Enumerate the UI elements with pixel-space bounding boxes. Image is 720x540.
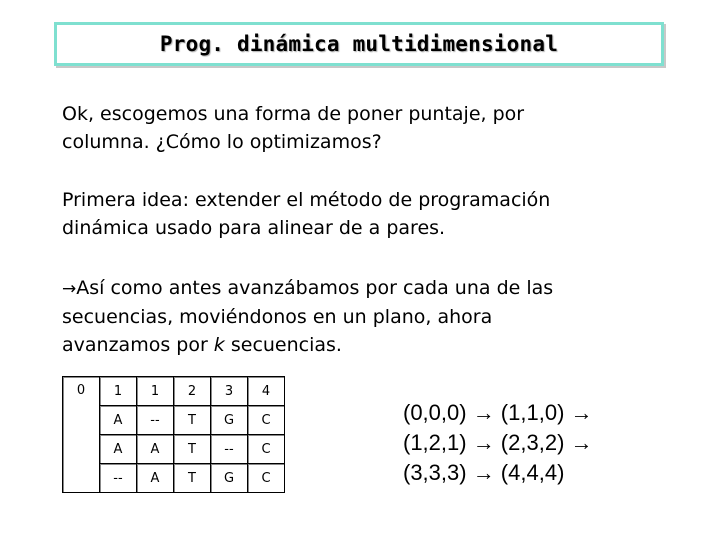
paragraph-optimize <box>62 100 682 156</box>
table-cell: C <box>248 406 285 435</box>
paragraph-advance <box>62 274 682 359</box>
table-cell: -- <box>137 406 174 435</box>
table-cell: 4 <box>248 377 285 406</box>
table-cell: C <box>248 464 285 493</box>
title-box <box>54 22 664 66</box>
table-cell: T <box>174 435 211 464</box>
alignment-table <box>62 376 285 493</box>
paragraph-line <box>62 274 682 303</box>
slide-title: Prog. dinámica multidimensional <box>159 32 559 56</box>
paragraph-line <box>62 331 682 359</box>
paragraph-line: Primera idea: extender el método de programación <box>62 189 551 211</box>
paragraph-first-idea <box>62 186 682 242</box>
table-cell: T <box>174 406 211 435</box>
table-cell: 3 <box>211 377 248 406</box>
path-line: (1,2,1) → (2,3,2) → <box>403 430 593 455</box>
path-line: (0,0,0) → (1,1,0) → <box>403 400 593 425</box>
paragraph-line: columna. ¿Cómo lo optimizamos? <box>62 131 382 153</box>
paragraph-text: Así como antes avanzábamos por cada una de las <box>76 277 554 299</box>
table-cell: 1 <box>137 377 174 406</box>
table-cell: A <box>100 435 137 464</box>
table-cell-origin: 0 <box>63 377 100 493</box>
table-cell: A <box>137 435 174 464</box>
table-cell: A <box>100 406 137 435</box>
table-cell: T <box>174 464 211 493</box>
table-cell: -- <box>100 464 137 493</box>
table-cell: G <box>211 406 248 435</box>
table-cell: 1 <box>100 377 137 406</box>
paragraph-text: secuencias. <box>224 334 342 356</box>
path-sequence <box>403 398 713 488</box>
table-cell: G <box>211 464 248 493</box>
table-cell: A <box>137 464 174 493</box>
paragraph-line: Ok, escogemos una forma de poner puntaje, por <box>62 103 525 125</box>
path-line: (3,3,3) → (4,4,4) <box>403 460 565 485</box>
table-header-row <box>63 377 285 406</box>
paragraph-line: secuencias, moviéndonos en un plano, ahora <box>62 306 493 328</box>
paragraph-line: dinámica usado para alinear de a pares. <box>62 217 446 239</box>
variable-k: k <box>213 334 225 356</box>
table-cell: C <box>248 435 285 464</box>
table-cell: -- <box>211 435 248 464</box>
paragraph-text: avanzamos por <box>62 334 214 356</box>
table-cell: 2 <box>174 377 211 406</box>
right-arrow-icon: → <box>62 279 77 299</box>
